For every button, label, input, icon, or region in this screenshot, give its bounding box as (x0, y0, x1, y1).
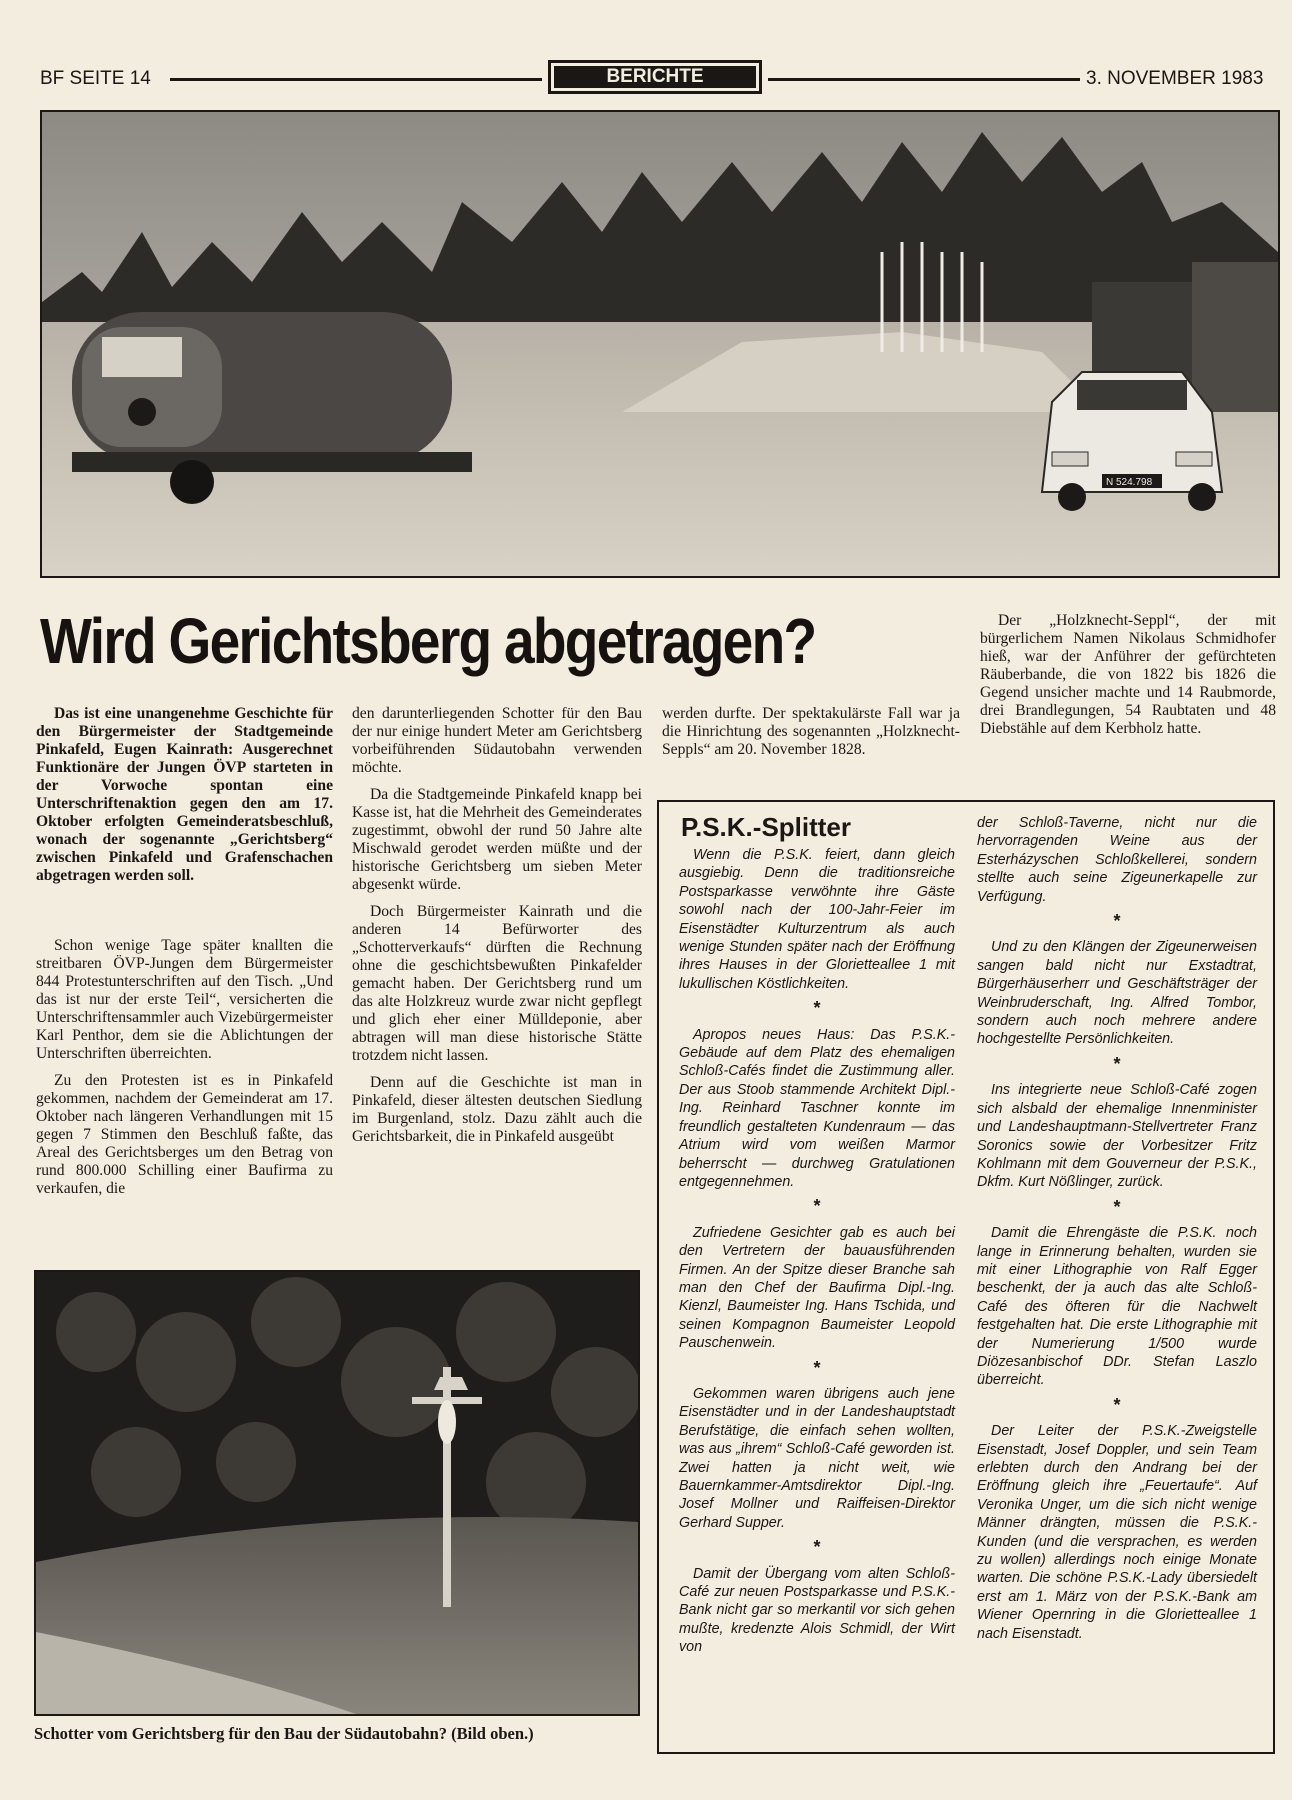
paragraph: Der „Holzknecht-Seppl“, der mit bürgerlichem Namen Nikolaus Schmidhofer hieß, war der Anführer der gefürchteten Räuberbande, die von 1822 bis 1826 die Gegend unsicher machte und 14 Raubmorde, drei Brandlegungen, 54 Raubtaten und 48 Diebstähle auf dem Kerbholz hatte. (980, 612, 1276, 737)
paragraph: werden durfte. Der spektakulärste Fall war ja die Hinrichtung des sogenannten „Holzknecht-Seppls“ am 20. November 1828. (662, 705, 960, 758)
star-separator: * (813, 1196, 821, 1217)
paragraph: Denn auf die Geschichte ist man in Pinkafeld, dieser ältesten deutschen Siedlung im Burgenland, stolz. Dazu zählt auch die Gerichtsbarkeit, die in Pinkafeld ausgeübt (352, 1074, 642, 1145)
psk-paragraph: Zufriedene Gesichter gab es auch bei den Vertretern der bauausführenden Firmen. An der Spitze dieser Branche sah man den Chef der Baufirma Dipl.-Ing. Kienzl, Baumeister Ing. Hans Tschida, und seinen Kompagnon Baumeister Leopold Pauschenwein. (679, 1224, 955, 1352)
issue-date: 3. NOVEMBER 1983 (1086, 68, 1264, 89)
psk-paragraph: der Schloß-Taverne, nicht nur die hervorragenden Weine aus der Esterházyschen Schloßkellerei, sondern stellte auch seine Zigeunerkapelle zur Verfügung. (977, 815, 1257, 905)
header-rule-left (170, 78, 542, 81)
license-plate: N 524.798 (1106, 477, 1153, 488)
section-label (548, 60, 762, 94)
article-column-1 (36, 937, 333, 1207)
header-rule-right (768, 78, 1080, 81)
article-column-4 (980, 612, 1276, 747)
page-number: BF SEITE 14 (40, 68, 151, 89)
bottom-photo-wooden-cross (34, 1270, 640, 1716)
forest-cross-illustration (36, 1272, 638, 1714)
paragraph: Da die Stadtgemeinde Pinkafeld knapp bei Kasse ist, hat die Mehrheit des Gemeinderates zugestimmt, obwohl der rund 50 Jahre alte Mischwald gerodet werden müßte und der historische Gerichtsberg um sieben Meter abgesenkt würde. (352, 786, 642, 893)
psk-splitter-box (657, 800, 1275, 1754)
psk-title: P.S.K.-Splitter (681, 812, 852, 842)
paragraph: Doch Bürgermeister Kainrath und die anderen 14 Befürworter des „Schotterverkaufs“ dürften die Rechnung ohne die geschichtsbewußten Pinkafelder gemacht haben. Der Gerichtsberg rund um das alte Holzkreuz wurde zwar nicht gepflegt und glich eher einer Mülldeponie, aber abtragen will man diese historische Stätte trotzdem nicht lassen. (352, 903, 642, 1064)
section-label-text: BERICHTE (554, 66, 756, 88)
top-photo-construction-site (40, 110, 1280, 578)
photo-caption: Schotter vom Gerichtsberg für den Bau der Südautobahn? (Bild oben.) (34, 1724, 534, 1743)
psk-column-right (977, 814, 1257, 1649)
star-separator: * (1113, 911, 1121, 932)
psk-paragraph: Der Leiter der P.S.K.-Zweigstelle Eisenstadt, Josef Doppler, und sein Team erlebten durch den Andrang bei der Eröffnung gleich ihre „Feuertaufe“. Auf Veronika Unger, um die sich nicht wenige Männer drängten, müssen die P.S.K.-Kunden (und die versprachen, es werden zu wollen) allerdings noch einige Monate warten. Die schöne P.S.K.-Lady übersiedelt erst am 1. März von der P.S.K.-Bank am Wiener Opernring in die Glorietteallee 1 nach Eisenstadt. (977, 1423, 1257, 1642)
psk-paragraph: Ins integrierte neue Schloß-Café zogen sich alsbald der ehemalige Innenminister und Landeshauptmann-Stellvertreter Franz Soronics sowie der Vorbesitzer Fritz Kohlmann mit dem Gouverneur der P.S.K., Dkfm. Kurt Nößlinger, zurück. (977, 1082, 1257, 1191)
article-column-2 (352, 705, 642, 1155)
psk-paragraph: Damit die Ehrengäste die P.S.K. noch lange in Erinnerung behalten, wurden sie mit einer Lithographie von Ralf Egger beschenkt, der ja auch das alte Schloß-Café des öfteren für die Nachwelt festgehalten hat. Die erste Lithographie mit der Numerierung 1/500 wurde Diözesanbischof DDr. Stefan Laszlo überreicht. (977, 1225, 1257, 1389)
construction-site-illustration (42, 112, 1278, 576)
psk-paragraph: Apropos neues Haus: Das P.S.K.-Gebäude auf dem Platz des ehemaligen Schloß-Cafés findet die Zustimmung aller. Der aus Stoob stammende Architekt Dipl.-Ing. Reinhard Taschner konnte im freundlich gestalteten Kundenraum — das Atrium wird vom weißen Marmor beherrscht — durchweg Gratulationen entgegennehmen. (679, 1026, 955, 1190)
paragraph: Schon wenige Tage später knallten die streitbaren ÖVP-Jungen dem Bürgermeister 844 Protestunterschriften auf den Tisch. „Und das ist nur der erste Teil“, versicherten die Unterschriftensammler auch Vizebürgermeister Karl Penthor, dem sie die Ablichtungen der Unterschriften überreichten. (36, 937, 333, 1062)
white-car (1042, 372, 1222, 511)
article-column-3 (662, 705, 960, 768)
psk-paragraph: Gekommen waren übrigens auch jene Eisenstädter und in der Landeshauptstadt Berufstätige, die einfach sehen wollten, was aus „ihrem“ Schloß-Café geworden ist. Zwei hatten ja nicht weit, wie Bauernkammer-Amtsdirektor Dipl.-Ing. Josef Mollner und Raiffeisen-Direktor Gerhard Supper. (679, 1385, 955, 1531)
article-headline: Wird Gerichtsberg abgetragen? (40, 605, 816, 677)
article-lead (36, 705, 333, 894)
psk-paragraph: Damit der Übergang vom alten Schloß-Café zur neuen Postsparkasse und P.S.K.-Bank nicht gar so merkantil vor sich gehen mußte, kredenzte Alois Schmidl, der Wirt von (679, 1565, 955, 1656)
paragraph: Zu den Protesten ist es in Pinkafeld gekommen, nachdem der Gemeinderat am 17. Oktober nach längeren Verhandlungen mit 15 gegen 7 Stimmen den Beschluß faßte, das Areal des Gerichtsberges um den Betrag von rund 800.000 Schilling einer Baufirma zu verkaufen, die (36, 1072, 333, 1197)
star-separator: * (1113, 1196, 1121, 1217)
star-separator: * (1113, 1394, 1121, 1415)
psk-column-left (679, 846, 955, 1663)
lead-paragraph: Das ist eine unangenehme Geschichte für den Bürgermeister der Stadtgemeinde Pinkafeld, Eugen Kainrath: Ausgerechnet Funktionäre der Jungen ÖVP starteten in der Vorwoche spontan eine Unterschriftenaktion gegen den am 17. Oktober erfolgten Gemeinderatsbeschluß, wonach der sogenannte „Gerichtsberg“ zwischen Pinkafeld und Grafenschachen abgetragen werden soll. (36, 705, 333, 884)
star-separator: * (813, 1357, 821, 1378)
psk-paragraph: Wenn die P.S.K. feiert, dann gleich ausgiebig. Denn die traditionsreiche Postsparkasse verwöhnte ihre Gäste sowohl nach der 100-Jahr-Feier im Eisenstädter Kulturzentrum als auch wenige Stunden später nach der Eröffnung ihres Hauses in der Glorietteallee 1 mit lukullischen Köstlichkeiten. (679, 847, 955, 992)
psk-paragraph: Und zu den Klängen der Zigeunerweisen sangen bald nicht nur Exstadtrat, Bürgerhäuserherr und Geschäftsträger der Weinbruderschaft, Ing. Alfred Tombor, sondern auch noch mehrere andere hochgestellte Persönlichkeiten. (977, 939, 1257, 1048)
star-separator: * (1113, 1053, 1121, 1074)
star-separator: * (813, 1537, 821, 1558)
paragraph: den darunterliegenden Schotter für den Bau der nur einige hundert Meter am Gerichtsberg vorbeiführenden Südautobahn verwenden möchte. (352, 705, 642, 776)
star-separator: * (813, 998, 821, 1019)
